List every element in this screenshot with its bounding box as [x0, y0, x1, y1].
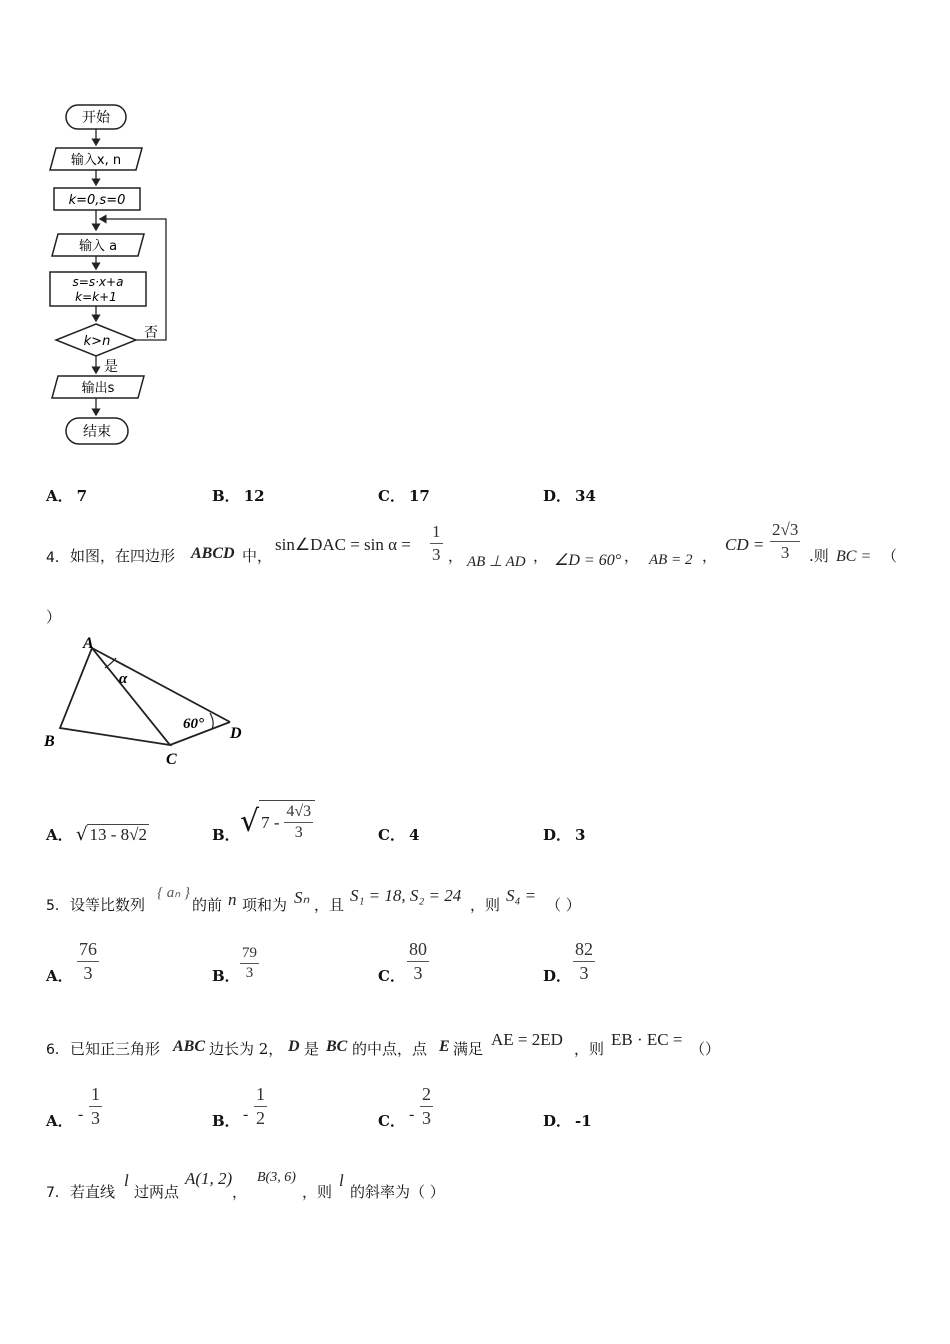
q5-sn: Sₙ — [294, 888, 310, 907]
q5-option-d[interactable]: D． — [543, 967, 572, 985]
q5-seq: { aₙ } — [157, 885, 190, 901]
q6-option-b-frac: $\frac{1}{2}$ — [256, 1084, 265, 1128]
flow-update-line2: k=k+1 — [75, 290, 117, 304]
q7-b: B(3, 6) — [257, 1170, 296, 1185]
q4-fig-label-d: D — [230, 725, 242, 742]
q7-t2: 过两点 — [134, 1183, 180, 1201]
q5-t1: 设等比数列 — [70, 896, 146, 914]
q5-options — [0, 935, 950, 995]
q4-figure — [40, 630, 255, 770]
q6-t1: 已知正三角形 — [70, 1040, 161, 1058]
q5-number: 5． — [46, 898, 69, 914]
q3-option-d[interactable]: D． 34 — [543, 487, 596, 505]
q7-comma1: ， — [232, 1183, 248, 1201]
q3-option-a[interactable]: A． 7 — [46, 487, 88, 505]
q3-option-c[interactable]: C． 17 — [378, 487, 430, 505]
q6-options — [0, 1080, 950, 1140]
q5-option-a-frac: $\frac{76}{3}$ — [79, 939, 97, 983]
q4-fig-label-a: A — [83, 635, 94, 652]
q6-cond: AE = 2ED — [491, 1030, 563, 1049]
q4-then: .则 — [809, 547, 829, 565]
q4-sin-expr: sin∠DAC = sin α = — [275, 535, 411, 554]
q5-s4: S₄ = — [506, 886, 537, 905]
q5-t2: 的前 — [192, 896, 223, 914]
q4-cd-lhs: CD = — [725, 535, 765, 554]
q5-option-a[interactable]: A． — [46, 967, 73, 985]
q4-perp: AB ⊥ AD — [467, 554, 526, 570]
q7-t4: 的斜率为（ ） — [350, 1183, 445, 1201]
q6-t2: 边长为 2， — [209, 1040, 284, 1058]
q6-stem — [46, 1025, 906, 1065]
q4-sin-frac: $\frac{1}{3}$ — [432, 522, 441, 564]
q4-angle-d: ∠D = 60° — [554, 552, 622, 569]
flow-start-label: 开始 — [82, 110, 110, 126]
q6-option-c-frac: $\frac{2}{3}$ — [422, 1084, 431, 1128]
q4-fig-label-c: C — [166, 751, 177, 768]
q7-t3: ，则 — [302, 1183, 333, 1201]
q6-t3: 是 — [304, 1040, 320, 1058]
q6-t5: 满足 — [453, 1040, 484, 1058]
q7-t1: 若直线 — [70, 1183, 116, 1201]
q6-option-d[interactable]: D． -1 — [543, 1112, 592, 1130]
q4-number: 4． — [46, 550, 69, 566]
q4-stem: 4． 如图，在四边形 ABCD 中， sin∠DAC = sin α = $\frac{1}{3}$ ， AB ⊥ AD ， ∠D = 60° ， AB = 2 ， CD = $\frac{2√3}{3}$ .则 BC = （ — [46, 520, 898, 570]
q4-quad: ABCD — [191, 545, 235, 562]
q4-option-b-pre: 7 - — [261, 812, 280, 832]
flowchart — [40, 95, 190, 455]
flow-input-a-label: 输入 a — [78, 239, 118, 254]
q4-option-c[interactable]: C． 4 — [378, 826, 420, 844]
q5-option-c[interactable]: C． — [378, 967, 405, 985]
q4-mid: 中， — [242, 547, 273, 565]
q4-cd-frac: $\frac{2√3}{3}$ — [772, 520, 799, 562]
q3-option-b[interactable]: B． 12 — [212, 487, 265, 505]
q6-option-b-sign: - — [243, 1106, 249, 1123]
q6-dot: EB · EC = — [611, 1030, 683, 1049]
q4-lead: 如图，在四边形 — [70, 547, 176, 565]
flow-yes-label: 是 — [104, 359, 118, 375]
q6-tail: （） — [690, 1040, 721, 1058]
q5-option-b-frac: $\frac{79}{3}$ — [242, 945, 257, 982]
q5-tail: （ ） — [546, 896, 581, 914]
q5-t4: ，且 — [314, 896, 345, 914]
q6-option-c[interactable]: C． — [378, 1112, 405, 1130]
q7-number: 7． — [46, 1185, 69, 1201]
q5-option-b[interactable]: B． — [212, 967, 240, 985]
q7-a: A(1, 2) — [185, 1169, 233, 1188]
q6-option-b[interactable]: B． — [212, 1112, 240, 1130]
flow-end-label: 结束 — [83, 424, 111, 440]
q4-fig-angle-60: 60° — [183, 716, 204, 732]
q7-stem — [46, 1168, 906, 1208]
flow-no-label: 否 — [144, 325, 158, 341]
q4-option-d[interactable]: D． 3 — [543, 826, 586, 844]
q4-paren-close: ） — [46, 608, 62, 626]
q6-e: E — [439, 1038, 450, 1055]
flow-init-label: k=0,s=0 — [68, 193, 126, 208]
flow-output-label: 输出s — [81, 381, 115, 396]
flow-input-xn-label: 输入x, n — [70, 153, 122, 168]
q5-option-c-frac: $\frac{80}{3}$ — [409, 939, 427, 983]
q4-option-b[interactable]: B． √ 7 - $\frac{4√3}{3}$ — [212, 824, 240, 845]
q4-options — [0, 800, 950, 860]
q4-option-a-expr: 13 - 8√2 — [89, 825, 147, 844]
q4-ab: AB = 2 — [649, 552, 693, 568]
q6-abc: ABC — [173, 1038, 206, 1055]
q5-option-d-frac: $\frac{82}{3}$ — [575, 939, 593, 983]
q5-t5: ，则 — [470, 896, 501, 914]
q6-option-a-sign: - — [78, 1106, 84, 1123]
q4-option-a[interactable]: A． √ 13 - 8√2 — [46, 824, 147, 845]
q6-number: 6． — [46, 1042, 69, 1058]
q6-t6: ，则 — [574, 1040, 605, 1058]
q5-n: n — [228, 890, 237, 909]
q7-l2: l — [339, 1171, 344, 1190]
q4-fig-alpha: α — [119, 671, 128, 687]
q6-option-c-sign: - — [409, 1106, 415, 1123]
q3-options — [0, 485, 950, 525]
q4-bc: BC = — [836, 548, 872, 565]
q5-cond: S₁ = 18, S₂ = 24 — [350, 886, 462, 905]
q5-stem — [46, 880, 906, 920]
q4-fig-label-b: B — [44, 733, 55, 750]
flow-update-line1: s=s·x+a — [72, 275, 124, 289]
q6-t4: 的中点，点 — [352, 1040, 428, 1058]
q6-d: D — [288, 1038, 300, 1055]
q7-l: l — [124, 1171, 129, 1190]
q5-t3: 项和为 — [242, 896, 288, 914]
q6-bc: BC — [326, 1038, 348, 1055]
flow-condition-label: k>n — [83, 334, 111, 349]
q4-paren-open: （ — [882, 547, 898, 565]
q6-option-a[interactable]: A． — [46, 1112, 73, 1130]
q6-option-a-frac: $\frac{1}{3}$ — [91, 1084, 100, 1128]
